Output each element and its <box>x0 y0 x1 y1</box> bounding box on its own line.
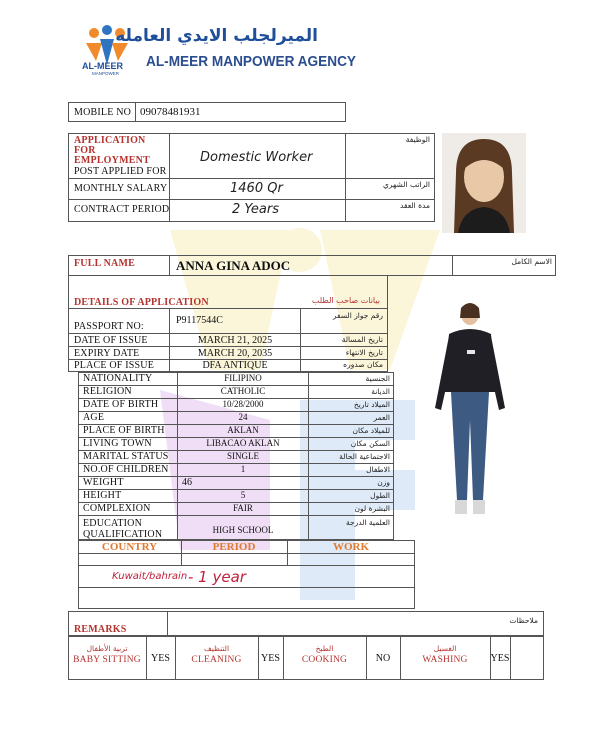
skill-washing-label-ar: الغسيل <box>433 644 457 653</box>
height-label: HEIGHT <box>83 490 122 501</box>
place-of-issue-label-ar: مكان صدوره <box>343 360 383 369</box>
education-qualification-value: HIGH SCHOOL <box>212 525 274 535</box>
height-label-ar: الطول <box>370 491 390 500</box>
logo-subtext: MANPOWER <box>92 71 119 76</box>
experience-country-value: Kuwait/bahrain <box>112 571 188 582</box>
complexion-label: COMPLEXION <box>83 503 151 514</box>
mobile-label: MOBILE NO <box>74 107 132 118</box>
experience-header-period: PERIOD <box>212 541 256 553</box>
religion-label-ar: الديانة <box>371 387 390 396</box>
full-name-label: FULL NAME <box>74 258 135 269</box>
marital-status-label: MARITAL STATUS <box>83 451 169 462</box>
place-of-issue-value: DFA ANTIQUE <box>202 360 268 371</box>
complexion-value: FAIR <box>233 503 253 513</box>
place-of-birth-label-ar: للميلاد مكان <box>352 426 390 435</box>
education-qualification-label-ar: العلمية الدرجة <box>345 518 390 527</box>
mobile-value: 09078481931 <box>140 106 201 118</box>
agency-name: AL-MEER MANPOWER AGENCY <box>146 54 357 70</box>
age-value: 24 <box>238 412 248 422</box>
skill-cleaning-label: CLEANING <box>191 655 242 665</box>
living-town-value: LIBACAO AKLAN <box>206 438 280 448</box>
remarks-label: REMARKS <box>74 624 127 635</box>
experience-period-value: - 1 year <box>188 568 246 586</box>
issue-date-value: MARCH 21, 2025 <box>197 335 273 346</box>
nationality-label-ar: الجنسية <box>365 374 390 383</box>
living-town-label: LIVING TOWN <box>83 438 152 449</box>
skill-cooking-label: COOKING <box>301 655 348 665</box>
marital-status-label-ar: الاجتماعية الحالة <box>339 452 390 461</box>
nationality-value: FILIPINO <box>224 373 262 383</box>
skill-cleaning-value: YES <box>261 653 280 664</box>
skill-cooking-value: NO <box>375 653 391 664</box>
weight-label-ar: وزن <box>377 478 390 487</box>
contract-label: CONTRACT PERIOD <box>74 204 170 215</box>
full-name-label-ar: الاسم الكامل <box>511 257 552 266</box>
religion-value: CATHOLIC <box>220 386 266 396</box>
contract-value: 2 Years <box>232 202 279 217</box>
expiry-date-value: MARCH 20, 2035 <box>197 348 273 359</box>
issue-date-label-ar: تاريخ المسالة <box>341 335 383 344</box>
no-of-children-label-ar: الاطفال <box>366 465 390 474</box>
salary-label-ar: الراتب الشهري <box>383 180 430 189</box>
agency-arabic-name: الميرلجلب الايدي العامله <box>115 26 318 46</box>
experience-header-work: WORK <box>332 541 370 553</box>
applicant-full-body-photo <box>425 300 515 525</box>
portrait-icon <box>442 133 526 233</box>
post-label-ar: الوظيفة <box>405 135 430 144</box>
age-label: AGE <box>83 412 105 423</box>
no-of-children-value: 1 <box>240 464 246 474</box>
application-title-3: EMPLOYMENT <box>74 155 150 166</box>
skill-cleaning-label-ar: التنظيف <box>203 644 230 653</box>
post-value: Domestic Worker <box>200 150 313 165</box>
remarks-label-ar: ملاحظات <box>509 616 538 625</box>
complexion-label-ar: البشرة لون <box>354 504 390 513</box>
salary-label: MONTHLY SALARY <box>74 183 168 194</box>
expiry-date-label: EXPIRY DATE <box>74 348 140 359</box>
place-of-birth-value: AKLAN <box>227 425 259 435</box>
details-title: DETAILS OF APPLICATION <box>74 297 209 308</box>
date-of-birth-label-ar: الميلاد تاريخ <box>353 400 390 409</box>
application-title-1: APPLICATION <box>74 135 146 146</box>
skill-washing-value: YES <box>490 653 510 664</box>
passport-value: P9117544C <box>176 315 223 326</box>
no-of-children-label: NO.OF CHILDREN <box>83 464 169 475</box>
logo-text: AL-MEER <box>82 61 123 71</box>
issue-date-label: DATE OF ISSUE <box>74 335 148 346</box>
post-label: POST APPLIED FOR <box>74 166 167 177</box>
living-town-label-ar: السكن مكان <box>350 439 390 448</box>
passport-label-ar: رقم جواز السفر <box>332 311 383 320</box>
place-of-birth-label: PLACE OF BIRTH <box>83 425 165 436</box>
contract-label-ar: مدة العقد <box>400 201 430 210</box>
date-of-birth-label: DATE OF BIRTH <box>83 399 159 410</box>
marital-status-value: SINGLE <box>227 451 259 461</box>
applicant-portrait-photo <box>442 133 526 233</box>
salary-value: 1460 Qr <box>230 181 283 196</box>
application-title-2: FOR <box>74 145 96 156</box>
weight-value: 46 <box>182 477 192 488</box>
skill-baby-sitting-label: BABY SITTING <box>73 655 141 665</box>
weight-label: WEIGHT <box>83 477 124 488</box>
full-name-value: ANNA GINA ADOC <box>176 258 291 273</box>
skill-cooking-label-ar: الطبخ <box>315 644 334 653</box>
age-label-ar: العمر <box>373 413 390 422</box>
religion-label: RELIGION <box>83 386 132 397</box>
education-qualification-label: EDUCATION QUALIFICATION <box>83 518 163 540</box>
nationality-label: NATIONALITY <box>83 373 153 384</box>
experience-header-country: COUNTRY <box>101 541 158 553</box>
skill-washing-label: WASHING <box>422 655 468 665</box>
full-body-figure-icon <box>425 300 515 525</box>
expiry-date-label-ar: تاريخ الانتهاء <box>345 348 383 357</box>
place-of-issue-label: PLACE OF ISSUE <box>74 360 155 371</box>
details-title-ar: بيانات صاحب الطلب <box>311 296 380 305</box>
skill-baby-sitting-label-ar: تربية الأطفال <box>86 644 128 653</box>
date-of-birth-value: 10/28/2000 <box>222 399 264 409</box>
passport-label: PASSPORT NO: <box>74 321 144 332</box>
skill-baby-sitting-value: YES <box>151 653 170 664</box>
height-value: 5 <box>240 490 246 500</box>
